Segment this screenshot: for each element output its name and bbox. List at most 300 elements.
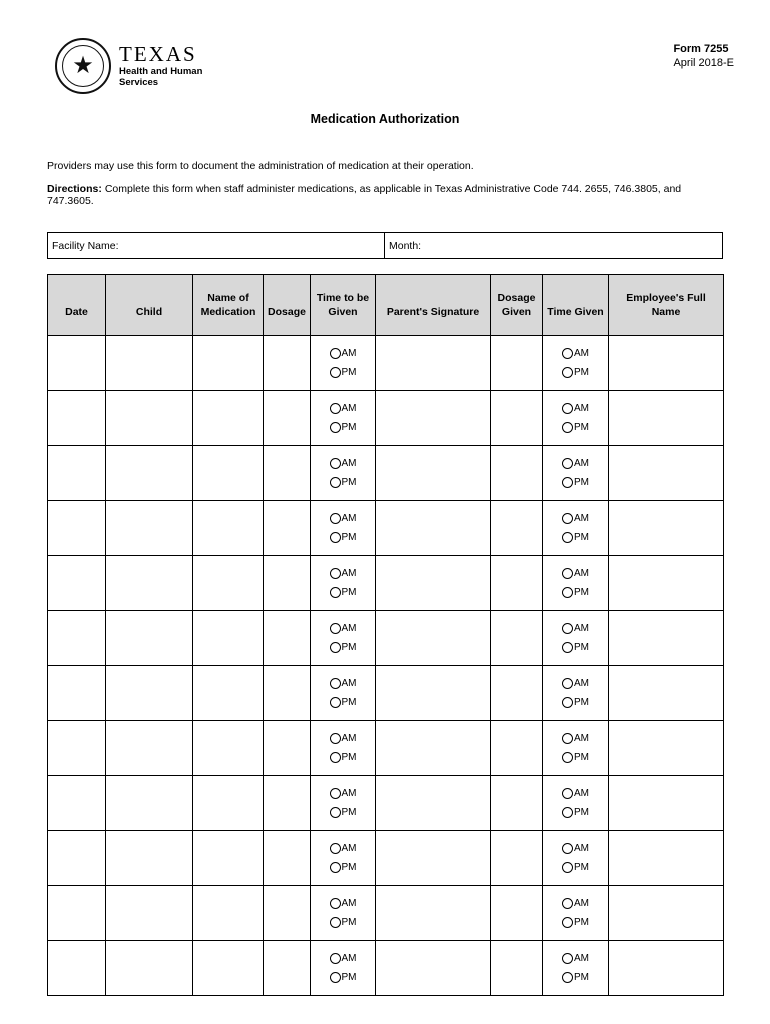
radio-pm-icon[interactable] [330, 367, 341, 378]
cell-employee_name[interactable] [609, 666, 724, 721]
radio-option-pm[interactable] [562, 532, 589, 543]
cell-employee_name[interactable] [609, 721, 724, 776]
cell-parent_signature[interactable] [376, 941, 491, 996]
form-number: Form 7255 [673, 43, 729, 55]
cell-time_given [543, 336, 609, 391]
cell-medication[interactable] [193, 336, 264, 391]
radio-pm-icon[interactable] [562, 587, 573, 598]
radio-pm-icon[interactable] [330, 532, 341, 543]
radio-pm-icon[interactable] [562, 807, 573, 818]
radio-option-am[interactable] [330, 733, 357, 744]
radio-pm-icon[interactable] [330, 972, 341, 983]
intro-text: Providers may use this form to document the administration of medication at their operation. [47, 160, 474, 172]
radio-option-pm[interactable] [562, 972, 589, 983]
cell-date[interactable] [48, 611, 106, 666]
directions-body: Complete this form when staff administer medications, as applicable in Texas Administrative Code 744. 2655, 746.3805, and 747.3605. [47, 183, 682, 207]
cell-child[interactable] [106, 611, 193, 666]
cell-time_given [543, 611, 609, 666]
cell-employee_name[interactable] [609, 941, 724, 996]
radio-option-pm[interactable] [330, 587, 357, 598]
cell-dosage[interactable] [264, 941, 311, 996]
radio-pm-label: PM [574, 421, 589, 433]
radio-option-pm[interactable] [562, 752, 589, 763]
radio-pm-label: PM [574, 476, 589, 488]
am-pm-radio-group [543, 556, 608, 610]
radio-option-pm[interactable] [562, 697, 589, 708]
radio-option-am[interactable] [330, 458, 357, 469]
cell-time_given [543, 776, 609, 831]
radio-am-icon[interactable] [562, 568, 573, 579]
cell-date[interactable] [48, 666, 106, 721]
am-pm-radio-group [311, 941, 375, 995]
radio-pm-label: PM [341, 751, 357, 763]
cell-employee_name[interactable] [609, 391, 724, 446]
radio-pm-icon[interactable] [562, 642, 573, 653]
radio-am-icon[interactable] [330, 513, 341, 524]
cell-employee_name[interactable] [609, 886, 724, 941]
cell-child[interactable] [106, 941, 193, 996]
month-label: Month: [389, 239, 422, 252]
am-pm-radio-group [543, 831, 608, 885]
cell-time_to_be_given [311, 776, 376, 831]
am-pm-radio-group [543, 886, 608, 940]
cell-medication[interactable] [193, 776, 264, 831]
star-icon: ★ [72, 52, 94, 79]
cell-time_to_be_given [311, 831, 376, 886]
cell-employee_name[interactable] [609, 501, 724, 556]
radio-am-label: AM [341, 787, 357, 799]
radio-am-label: AM [341, 732, 357, 744]
radio-option-pm[interactable] [330, 972, 357, 983]
cell-parent_signature[interactable] [376, 776, 491, 831]
cell-medication[interactable] [193, 391, 264, 446]
radio-pm-label: PM [341, 421, 357, 433]
cell-dosage[interactable] [264, 776, 311, 831]
radio-am-icon[interactable] [330, 568, 341, 579]
radio-pm-icon[interactable] [562, 532, 573, 543]
cell-child[interactable] [106, 391, 193, 446]
radio-pm-icon[interactable] [562, 917, 573, 928]
am-pm-radio-group [543, 666, 608, 720]
cell-date[interactable] [48, 446, 106, 501]
radio-option-pm[interactable] [330, 752, 357, 763]
table-row [48, 556, 724, 611]
radio-pm-label: PM [341, 366, 357, 378]
col-header-time-given: Time Given [543, 275, 609, 336]
month-field[interactable] [385, 233, 722, 258]
cell-dosage_given[interactable] [491, 886, 543, 941]
cell-parent_signature[interactable] [376, 501, 491, 556]
radio-am-label: AM [574, 952, 589, 964]
cell-parent_signature[interactable] [376, 446, 491, 501]
radio-am-label: AM [574, 732, 589, 744]
radio-option-am[interactable] [562, 678, 589, 689]
logo-dept-line1: Health and Human [119, 66, 203, 78]
col-header-date: Date [48, 275, 106, 336]
cell-dosage_given[interactable] [491, 831, 543, 886]
am-pm-radio-group [543, 336, 608, 390]
cell-employee_name[interactable] [609, 446, 724, 501]
radio-am-icon[interactable] [330, 788, 341, 799]
radio-option-pm[interactable] [562, 587, 589, 598]
col-header-employee-name: Employee's Full Name [609, 275, 724, 336]
am-pm-radio-group [543, 501, 608, 555]
radio-pm-icon[interactable] [562, 422, 573, 433]
cell-date[interactable] [48, 556, 106, 611]
cell-date[interactable] [48, 776, 106, 831]
radio-pm-label: PM [574, 641, 589, 653]
radio-option-pm[interactable] [330, 807, 357, 818]
radio-option-am[interactable] [562, 733, 589, 744]
radio-pm-icon[interactable] [562, 367, 573, 378]
cell-medication[interactable] [193, 831, 264, 886]
radio-pm-icon[interactable] [330, 587, 341, 598]
radio-option-am[interactable] [330, 788, 357, 799]
col-header-medication: Name of Medication [193, 275, 264, 336]
cell-parent_signature[interactable] [376, 556, 491, 611]
radio-option-pm[interactable] [330, 422, 357, 433]
radio-pm-icon[interactable] [562, 752, 573, 763]
hhs-logo [55, 38, 202, 94]
cell-dosage_given[interactable] [491, 336, 543, 391]
radio-option-pm[interactable] [562, 807, 589, 818]
cell-time_given [543, 556, 609, 611]
radio-pm-icon[interactable] [330, 697, 341, 708]
radio-option-pm[interactable] [562, 422, 589, 433]
radio-pm-label: PM [341, 531, 357, 543]
cell-parent_signature[interactable] [376, 831, 491, 886]
cell-time_to_be_given [311, 721, 376, 776]
cell-employee_name[interactable] [609, 611, 724, 666]
radio-option-am[interactable] [330, 513, 357, 524]
radio-option-pm[interactable] [562, 917, 589, 928]
radio-am-icon[interactable] [562, 458, 573, 469]
col-header-time-to-be-given: Time to be Given [311, 275, 376, 336]
radio-pm-icon[interactable] [562, 477, 573, 488]
am-pm-radio-group [543, 941, 608, 995]
radio-pm-label: PM [574, 916, 589, 928]
table-row [48, 501, 724, 556]
radio-am-label: AM [574, 842, 589, 854]
cell-parent_signature[interactable] [376, 886, 491, 941]
radio-option-am[interactable] [562, 403, 589, 414]
radio-option-am[interactable] [330, 678, 357, 689]
table-row [48, 446, 724, 501]
table-header-row [48, 275, 724, 336]
cell-child[interactable] [106, 501, 193, 556]
radio-am-icon[interactable] [330, 348, 341, 359]
am-pm-radio-group [543, 611, 608, 665]
directions-paragraph [47, 183, 723, 207]
radio-pm-icon[interactable] [330, 752, 341, 763]
cell-time_to_be_given [311, 446, 376, 501]
radio-pm-label: PM [574, 971, 589, 983]
radio-am-icon[interactable] [330, 898, 341, 909]
radio-pm-icon[interactable] [330, 642, 341, 653]
facility-month-box [47, 232, 723, 259]
cell-time_given [543, 941, 609, 996]
radio-pm-label: PM [574, 861, 589, 873]
cell-time_given [543, 886, 609, 941]
radio-am-label: AM [341, 677, 357, 689]
radio-pm-label: PM [341, 916, 357, 928]
cell-dosage_given[interactable] [491, 611, 543, 666]
cell-child[interactable] [106, 446, 193, 501]
cell-date[interactable] [48, 831, 106, 886]
table-row [48, 886, 724, 941]
radio-am-label: AM [574, 512, 589, 524]
col-header-child: Child [106, 275, 193, 336]
cell-time_to_be_given [311, 611, 376, 666]
radio-option-am[interactable] [562, 568, 589, 579]
cell-time_to_be_given [311, 886, 376, 941]
radio-am-label: AM [574, 677, 589, 689]
radio-am-label: AM [574, 567, 589, 579]
radio-option-pm[interactable] [562, 367, 589, 378]
am-pm-radio-group [311, 666, 375, 720]
radio-pm-label: PM [574, 531, 589, 543]
radio-option-am[interactable] [330, 953, 357, 964]
table-row [48, 666, 724, 721]
radio-option-pm[interactable] [562, 477, 589, 488]
radio-am-label: AM [341, 457, 357, 469]
radio-option-am[interactable] [330, 568, 357, 579]
radio-pm-icon[interactable] [562, 972, 573, 983]
cell-child[interactable] [106, 336, 193, 391]
cell-dosage_given[interactable] [491, 556, 543, 611]
cell-dosage[interactable] [264, 556, 311, 611]
radio-am-icon[interactable] [562, 403, 573, 414]
cell-date[interactable] [48, 721, 106, 776]
cell-dosage[interactable] [264, 391, 311, 446]
cell-medication[interactable] [193, 556, 264, 611]
radio-option-am[interactable] [562, 513, 589, 524]
cell-medication[interactable] [193, 721, 264, 776]
radio-pm-label: PM [341, 806, 357, 818]
am-pm-radio-group [311, 721, 375, 775]
cell-dosage_given[interactable] [491, 721, 543, 776]
radio-pm-label: PM [341, 696, 357, 708]
cell-date[interactable] [48, 336, 106, 391]
cell-dosage[interactable] [264, 886, 311, 941]
radio-am-label: AM [574, 787, 589, 799]
cell-medication[interactable] [193, 886, 264, 941]
col-header-parent-signature: Parent's Signature [376, 275, 491, 336]
cell-time_to_be_given [311, 336, 376, 391]
radio-option-am[interactable] [562, 843, 589, 854]
cell-time_to_be_given [311, 501, 376, 556]
cell-medication[interactable] [193, 941, 264, 996]
cell-child[interactable] [106, 776, 193, 831]
radio-option-pm[interactable] [330, 642, 357, 653]
radio-option-pm[interactable] [330, 917, 357, 928]
table-row [48, 831, 724, 886]
radio-pm-label: PM [574, 586, 589, 598]
radio-am-label: AM [574, 622, 589, 634]
radio-option-pm[interactable] [330, 367, 357, 378]
radio-pm-icon[interactable] [562, 862, 573, 873]
facility-name-field[interactable] [48, 233, 385, 258]
radio-am-icon[interactable] [562, 898, 573, 909]
radio-option-am[interactable] [330, 403, 357, 414]
radio-am-icon[interactable] [330, 953, 341, 964]
radio-am-label: AM [574, 457, 589, 469]
facility-name-label: Facility Name: [52, 239, 119, 252]
cell-dosage_given[interactable] [491, 666, 543, 721]
table-row [48, 336, 724, 391]
cell-time_given [543, 831, 609, 886]
radio-option-pm[interactable] [330, 477, 357, 488]
cell-date[interactable] [48, 886, 106, 941]
cell-parent_signature[interactable] [376, 721, 491, 776]
cell-dosage[interactable] [264, 721, 311, 776]
radio-am-icon[interactable] [330, 843, 341, 854]
radio-option-pm[interactable] [330, 862, 357, 873]
table-row [48, 721, 724, 776]
radio-am-icon[interactable] [330, 678, 341, 689]
radio-pm-label: PM [341, 586, 357, 598]
radio-pm-label: PM [341, 476, 357, 488]
radio-pm-icon[interactable] [330, 917, 341, 928]
am-pm-radio-group [543, 446, 608, 500]
radio-pm-label: PM [341, 971, 357, 983]
radio-am-label: AM [574, 897, 589, 909]
radio-am-label: AM [341, 347, 357, 359]
radio-pm-label: PM [341, 641, 357, 653]
cell-employee_name[interactable] [609, 556, 724, 611]
radio-option-am[interactable] [562, 788, 589, 799]
cell-dosage[interactable] [264, 831, 311, 886]
radio-pm-label: PM [574, 366, 589, 378]
radio-pm-icon[interactable] [330, 422, 341, 433]
cell-dosage_given[interactable] [491, 941, 543, 996]
cell-dosage_given[interactable] [491, 776, 543, 831]
radio-option-pm[interactable] [330, 532, 357, 543]
logo-dept-line2: Services [119, 77, 159, 89]
radio-am-icon[interactable] [562, 623, 573, 634]
cell-child[interactable] [106, 721, 193, 776]
seal-inner-ring [62, 45, 104, 87]
cell-employee_name[interactable] [609, 776, 724, 831]
cell-parent_signature[interactable] [376, 336, 491, 391]
radio-pm-icon[interactable] [330, 477, 341, 488]
cell-child[interactable] [106, 831, 193, 886]
radio-am-icon[interactable] [562, 953, 573, 964]
radio-am-icon[interactable] [562, 348, 573, 359]
cell-date[interactable] [48, 391, 106, 446]
cell-dosage_given[interactable] [491, 446, 543, 501]
cell-medication[interactable] [193, 446, 264, 501]
radio-am-icon[interactable] [330, 733, 341, 744]
radio-am-label: AM [341, 622, 357, 634]
am-pm-radio-group [311, 446, 375, 500]
cell-parent_signature[interactable] [376, 666, 491, 721]
am-pm-radio-group [311, 336, 375, 390]
cell-dosage[interactable] [264, 666, 311, 721]
table-body [48, 336, 724, 996]
am-pm-radio-group [311, 831, 375, 885]
radio-pm-icon[interactable] [562, 697, 573, 708]
cell-employee_name[interactable] [609, 831, 724, 886]
radio-option-am[interactable] [330, 898, 357, 909]
cell-child[interactable] [106, 556, 193, 611]
cell-time_given [543, 721, 609, 776]
cell-time_to_be_given [311, 391, 376, 446]
radio-am-label: AM [341, 512, 357, 524]
radio-am-icon[interactable] [562, 678, 573, 689]
radio-am-label: AM [341, 567, 357, 579]
cell-child[interactable] [106, 886, 193, 941]
cell-time_given [543, 501, 609, 556]
cell-dosage[interactable] [264, 336, 311, 391]
radio-option-pm[interactable] [562, 642, 589, 653]
am-pm-radio-group [311, 776, 375, 830]
cell-parent_signature[interactable] [376, 391, 491, 446]
radio-option-am[interactable] [562, 623, 589, 634]
cell-parent_signature[interactable] [376, 611, 491, 666]
radio-am-icon[interactable] [330, 403, 341, 414]
radio-option-am[interactable] [562, 898, 589, 909]
radio-option-pm[interactable] [330, 697, 357, 708]
cell-date[interactable] [48, 501, 106, 556]
cell-medication[interactable] [193, 501, 264, 556]
am-pm-radio-group [311, 611, 375, 665]
cell-dosage[interactable] [264, 501, 311, 556]
cell-employee_name[interactable] [609, 336, 724, 391]
radio-am-label: AM [574, 347, 589, 359]
radio-am-icon[interactable] [330, 458, 341, 469]
page-title: Medication Authorization [310, 112, 460, 126]
radio-pm-icon[interactable] [330, 807, 341, 818]
table-row [48, 941, 724, 996]
radio-am-icon[interactable] [330, 623, 341, 634]
cell-medication[interactable] [193, 611, 264, 666]
radio-option-am[interactable] [562, 348, 589, 359]
radio-pm-icon[interactable] [330, 862, 341, 873]
radio-option-am[interactable] [562, 953, 589, 964]
radio-option-am[interactable] [330, 348, 357, 359]
cell-dosage[interactable] [264, 446, 311, 501]
logo-agency-name: TEXAS [119, 42, 197, 66]
am-pm-radio-group [543, 776, 608, 830]
radio-option-am[interactable] [562, 458, 589, 469]
cell-dosage_given[interactable] [491, 501, 543, 556]
radio-pm-label: PM [574, 806, 589, 818]
radio-am-icon[interactable] [562, 513, 573, 524]
cell-dosage[interactable] [264, 611, 311, 666]
cell-dosage_given[interactable] [491, 391, 543, 446]
radio-am-icon[interactable] [562, 843, 573, 854]
radio-am-icon[interactable] [562, 788, 573, 799]
cell-time_to_be_given [311, 941, 376, 996]
radio-option-am[interactable] [330, 623, 357, 634]
radio-am-label: AM [341, 952, 357, 964]
cell-date[interactable] [48, 941, 106, 996]
cell-time_given [543, 446, 609, 501]
logo-text [119, 38, 202, 89]
radio-pm-label: PM [574, 751, 589, 763]
cell-medication[interactable] [193, 666, 264, 721]
radio-option-am[interactable] [330, 843, 357, 854]
cell-child[interactable] [106, 666, 193, 721]
medication-table [47, 274, 724, 996]
radio-option-pm[interactable] [562, 862, 589, 873]
radio-am-icon[interactable] [562, 733, 573, 744]
cell-time_to_be_given [311, 666, 376, 721]
am-pm-radio-group [311, 391, 375, 445]
am-pm-radio-group [311, 886, 375, 940]
cell-time_to_be_given [311, 556, 376, 611]
